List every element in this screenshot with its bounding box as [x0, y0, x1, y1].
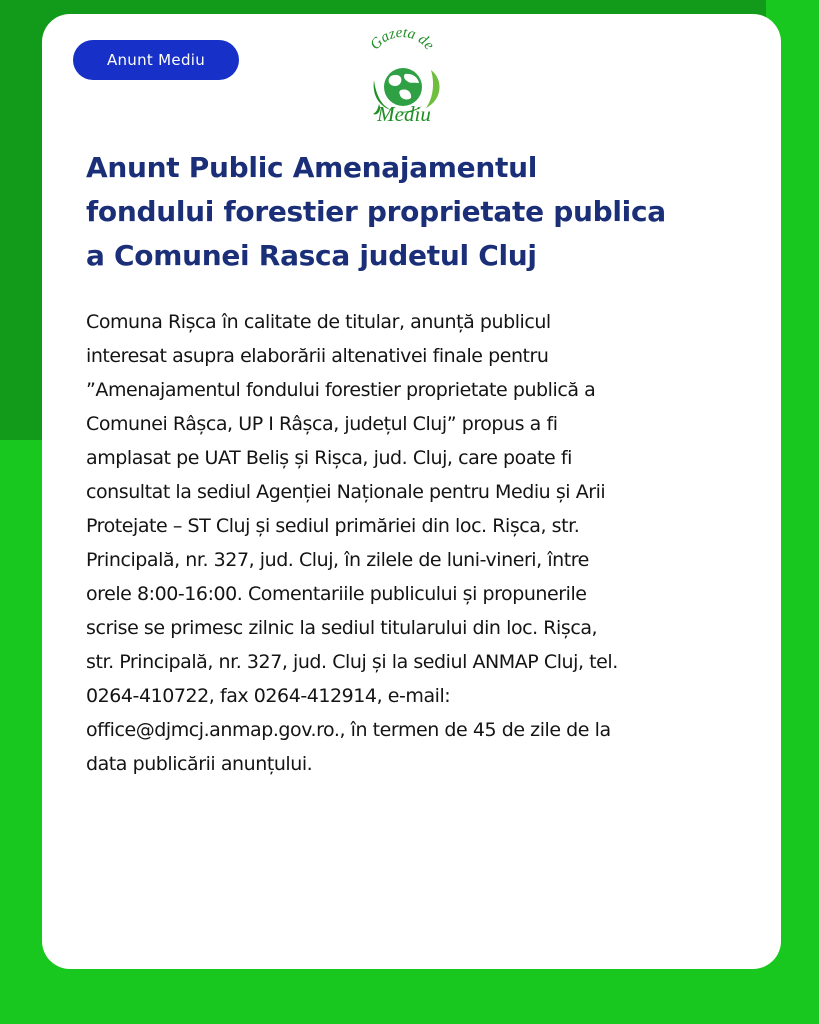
logo-top-text: Gazeta de	[367, 24, 437, 54]
body-line: 0264-410722, fax 0264-412914, e-mail:	[86, 685, 451, 707]
gazeta-de-mediu-logo	[352, 24, 452, 128]
logo-globe	[384, 68, 422, 106]
announcement-body	[86, 305, 746, 781]
title-line: fondului forestier proprietate publica	[86, 195, 666, 228]
body-line: Protejate – ST Cluj și sediul primăriei din loc. Rișca, str.	[86, 515, 580, 537]
title-line: Anunt Public Amenajamentul	[86, 151, 538, 184]
body-line: orele 8:00-16:00. Comentariile publicului și propunerile	[86, 583, 587, 605]
body-line: Comunei Râșca, UP I Râșca, județul Cluj” propus a fi	[86, 413, 558, 435]
body-line: str. Principală, nr. 327, jud. Cluj și la sediul ANMAP Cluj, tel.	[86, 651, 618, 673]
body-line: consultat la sediul Agenției Naționale pentru Mediu și Arii	[86, 481, 606, 503]
body-line: interesat asupra elaborării altenativei finale pentru	[86, 345, 549, 367]
body-line: data publicării anunțului.	[86, 753, 313, 775]
body-line: office@djmcj.anmap.gov.ro., în termen de 45 de zile de la	[86, 719, 611, 741]
body-line: ”Amenajamentul fondului forestier proprietate publică a	[86, 379, 596, 401]
category-badge[interactable]: Anunt Mediu	[73, 40, 239, 80]
logo-bottom-text: Mediu	[377, 102, 431, 126]
page-title	[86, 146, 746, 278]
globe-leaf-icon	[352, 24, 452, 128]
body-line: Comuna Rișca în calitate de titular, anunță publicul	[86, 311, 551, 333]
title-line: a Comunei Rasca judetul Cluj	[86, 239, 537, 272]
body-line: scrise se primesc zilnic la sediul titularului din loc. Rișca,	[86, 617, 598, 639]
body-line: Principală, nr. 327, jud. Cluj, în zilele de luni-vineri, între	[86, 549, 589, 571]
body-line: amplasat pe UAT Beliș și Rișca, jud. Cluj, care poate fi	[86, 447, 572, 469]
